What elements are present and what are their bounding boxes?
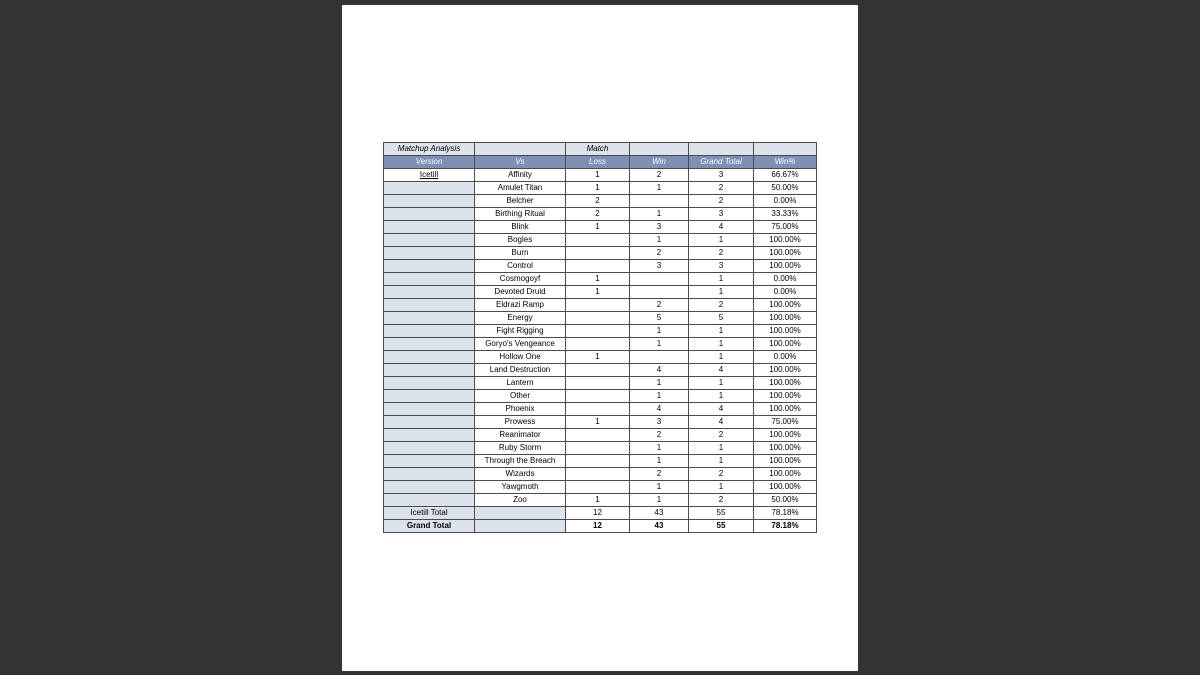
total-cell: 4: [689, 416, 754, 429]
table-row: [384, 312, 817, 325]
empty-cell: [384, 429, 475, 442]
empty-cell: [384, 377, 475, 390]
win-pct-cell: 100.00%: [754, 299, 817, 312]
win-pct-cell: 100.00%: [754, 247, 817, 260]
total-cell: 1: [689, 442, 754, 455]
total-cell: 1: [689, 351, 754, 364]
total-cell: 2: [689, 429, 754, 442]
empty-cell: [475, 507, 566, 520]
header-grand-total: Grand Total: [689, 156, 754, 169]
win-pct-cell: 100.00%: [754, 442, 817, 455]
vs-cell: Bogles: [475, 234, 566, 247]
grand-total-total: 55: [689, 520, 754, 533]
grand-total-win: 43: [630, 520, 689, 533]
loss-cell: [566, 338, 630, 351]
win-pct-cell: 100.00%: [754, 403, 817, 416]
win-pct-cell: 100.00%: [754, 468, 817, 481]
loss-cell: 2: [566, 208, 630, 221]
total-cell: 3: [689, 208, 754, 221]
pivot-title: Matchup Analysis: [384, 143, 475, 156]
vs-cell: Yawgmoth: [475, 481, 566, 494]
vs-cell: Ruby Storm: [475, 442, 566, 455]
loss-cell: [566, 442, 630, 455]
win-pct-cell: 100.00%: [754, 481, 817, 494]
win-cell: 1: [630, 325, 689, 338]
table-row: [384, 286, 817, 299]
matchup-pivot-table: [383, 142, 817, 533]
empty-cell: [384, 481, 475, 494]
win-pct-cell: 75.00%: [754, 221, 817, 234]
vs-cell: Burn: [475, 247, 566, 260]
empty-cell: [384, 403, 475, 416]
empty-cell: [384, 195, 475, 208]
win-pct-cell: 100.00%: [754, 325, 817, 338]
loss-cell: 1: [566, 182, 630, 195]
loss-cell: 1: [566, 273, 630, 286]
win-cell: 1: [630, 390, 689, 403]
total-cell: 1: [689, 234, 754, 247]
win-cell: 1: [630, 182, 689, 195]
total-cell: 2: [689, 299, 754, 312]
win-cell: 1: [630, 234, 689, 247]
win-cell: [630, 351, 689, 364]
total-cell: 5: [689, 312, 754, 325]
total-cell: 1: [689, 325, 754, 338]
empty-cell: [754, 143, 817, 156]
win-pct-cell: 0.00%: [754, 273, 817, 286]
vs-cell: Wizards: [475, 468, 566, 481]
header-win: Win: [630, 156, 689, 169]
vs-cell: Affinity: [475, 169, 566, 182]
win-cell: 4: [630, 364, 689, 377]
table-row: [384, 169, 817, 182]
table-row: [384, 208, 817, 221]
empty-cell: [384, 312, 475, 325]
header-version: Version: [384, 156, 475, 169]
table-row: [384, 442, 817, 455]
total-cell: 1: [689, 390, 754, 403]
table-row: [384, 468, 817, 481]
loss-cell: [566, 260, 630, 273]
win-pct-cell: 50.00%: [754, 182, 817, 195]
version-total-label: Icetill Total: [384, 507, 475, 520]
empty-cell: [384, 338, 475, 351]
loss-cell: [566, 312, 630, 325]
grand-total-loss: 12: [566, 520, 630, 533]
vs-cell: Energy: [475, 312, 566, 325]
total-cell: 4: [689, 364, 754, 377]
loss-cell: 1: [566, 169, 630, 182]
win-cell: 2: [630, 169, 689, 182]
vs-cell: Reanimator: [475, 429, 566, 442]
empty-cell: [384, 455, 475, 468]
pivot-title-row: [384, 143, 817, 156]
empty-cell: [384, 416, 475, 429]
total-cell: 2: [689, 468, 754, 481]
table-row: [384, 195, 817, 208]
grand-total-label: Grand Total: [384, 520, 475, 533]
empty-cell: [384, 273, 475, 286]
loss-cell: [566, 299, 630, 312]
vs-cell: Land Destruction: [475, 364, 566, 377]
empty-cell: [384, 260, 475, 273]
win-cell: [630, 273, 689, 286]
loss-cell: [566, 429, 630, 442]
loss-cell: 2: [566, 195, 630, 208]
table-row: [384, 273, 817, 286]
table-row: [384, 377, 817, 390]
table-row: [384, 260, 817, 273]
version-total-total: 55: [689, 507, 754, 520]
win-cell: 1: [630, 442, 689, 455]
win-cell: 3: [630, 260, 689, 273]
total-cell: 1: [689, 338, 754, 351]
win-cell: 2: [630, 247, 689, 260]
win-cell: 3: [630, 221, 689, 234]
table-row: [384, 403, 817, 416]
loss-cell: 1: [566, 416, 630, 429]
table-row: [384, 364, 817, 377]
win-cell: 4: [630, 403, 689, 416]
empty-cell: [384, 468, 475, 481]
table-row: [384, 416, 817, 429]
empty-cell: [384, 299, 475, 312]
win-cell: 1: [630, 338, 689, 351]
version-cell: Icetill: [384, 169, 475, 182]
empty-cell: [384, 325, 475, 338]
win-pct-cell: 100.00%: [754, 260, 817, 273]
total-cell: 1: [689, 286, 754, 299]
empty-cell: [384, 351, 475, 364]
table-row: [384, 494, 817, 507]
table-row: [384, 455, 817, 468]
vs-cell: Hollow One: [475, 351, 566, 364]
win-pct-cell: 100.00%: [754, 455, 817, 468]
empty-cell: [384, 221, 475, 234]
version-total-pct: 78.18%: [754, 507, 817, 520]
win-cell: 2: [630, 429, 689, 442]
loss-cell: 1: [566, 351, 630, 364]
loss-cell: [566, 468, 630, 481]
loss-cell: [566, 325, 630, 338]
loss-cell: [566, 364, 630, 377]
total-cell: 4: [689, 403, 754, 416]
vs-cell: Through the Breach: [475, 455, 566, 468]
table-row: [384, 221, 817, 234]
empty-cell: [384, 442, 475, 455]
total-cell: 3: [689, 260, 754, 273]
win-cell: 1: [630, 494, 689, 507]
header-row: [384, 156, 817, 169]
win-pct-cell: 0.00%: [754, 351, 817, 364]
table-row: [384, 182, 817, 195]
table-row: [384, 390, 817, 403]
win-pct-cell: 66.67%: [754, 169, 817, 182]
total-cell: 1: [689, 455, 754, 468]
empty-cell: [384, 208, 475, 221]
vs-cell: Cosmogoyf: [475, 273, 566, 286]
version-total-row: [384, 507, 817, 520]
win-pct-cell: 0.00%: [754, 286, 817, 299]
win-pct-cell: 100.00%: [754, 364, 817, 377]
grand-total-row: [384, 520, 817, 533]
total-cell: 2: [689, 494, 754, 507]
header-loss: Loss: [566, 156, 630, 169]
loss-cell: [566, 247, 630, 260]
win-pct-cell: 100.00%: [754, 429, 817, 442]
vs-cell: Goryo's Vengeance: [475, 338, 566, 351]
vs-cell: Devoted Druid: [475, 286, 566, 299]
loss-cell: [566, 455, 630, 468]
version-total-loss: 12: [566, 507, 630, 520]
table-row: [384, 351, 817, 364]
table-row: [384, 325, 817, 338]
win-pct-cell: 100.00%: [754, 234, 817, 247]
empty-cell: [475, 520, 566, 533]
loss-cell: [566, 234, 630, 247]
win-cell: [630, 195, 689, 208]
empty-cell: [384, 364, 475, 377]
win-cell: 2: [630, 299, 689, 312]
vs-cell: Phoenix: [475, 403, 566, 416]
vs-cell: Control: [475, 260, 566, 273]
loss-cell: [566, 390, 630, 403]
loss-cell: 1: [566, 221, 630, 234]
win-pct-cell: 75.00%: [754, 416, 817, 429]
version-total-win: 43: [630, 507, 689, 520]
loss-cell: 1: [566, 286, 630, 299]
win-cell: 1: [630, 377, 689, 390]
table-row: [384, 247, 817, 260]
vs-cell: Other: [475, 390, 566, 403]
win-pct-cell: 100.00%: [754, 390, 817, 403]
vs-cell: Amulet Titan: [475, 182, 566, 195]
total-cell: 2: [689, 247, 754, 260]
win-cell: 1: [630, 208, 689, 221]
table-row: [384, 234, 817, 247]
empty-cell: [689, 143, 754, 156]
empty-cell: [630, 143, 689, 156]
total-cell: 2: [689, 182, 754, 195]
total-cell: 4: [689, 221, 754, 234]
table-row: [384, 338, 817, 351]
win-pct-cell: 0.00%: [754, 195, 817, 208]
header-vs: Vs: [475, 156, 566, 169]
loss-cell: [566, 403, 630, 416]
win-cell: 5: [630, 312, 689, 325]
win-cell: 2: [630, 468, 689, 481]
loss-cell: [566, 377, 630, 390]
table-row: [384, 429, 817, 442]
win-pct-cell: 50.00%: [754, 494, 817, 507]
win-cell: 1: [630, 481, 689, 494]
win-pct-cell: 100.00%: [754, 338, 817, 351]
empty-cell: [384, 494, 475, 507]
grand-total-pct: 78.18%: [754, 520, 817, 533]
win-cell: [630, 286, 689, 299]
loss-cell: [566, 481, 630, 494]
win-pct-cell: 100.00%: [754, 377, 817, 390]
vs-cell: Fight Rigging: [475, 325, 566, 338]
vs-cell: Eldrazi Ramp: [475, 299, 566, 312]
group-header: Match: [566, 143, 630, 156]
empty-cell: [384, 247, 475, 260]
total-cell: 3: [689, 169, 754, 182]
document-page: [342, 5, 858, 671]
win-cell: 3: [630, 416, 689, 429]
empty-cell: [384, 234, 475, 247]
vs-cell: Birthing Ritual: [475, 208, 566, 221]
vs-cell: Belcher: [475, 195, 566, 208]
total-cell: 1: [689, 481, 754, 494]
win-cell: 1: [630, 455, 689, 468]
empty-cell: [475, 143, 566, 156]
vs-cell: Lantern: [475, 377, 566, 390]
table-row: [384, 481, 817, 494]
loss-cell: 1: [566, 494, 630, 507]
total-cell: 1: [689, 273, 754, 286]
total-cell: 2: [689, 195, 754, 208]
empty-cell: [384, 182, 475, 195]
header-win-pct: Win%: [754, 156, 817, 169]
vs-cell: Zoo: [475, 494, 566, 507]
win-pct-cell: 100.00%: [754, 312, 817, 325]
empty-cell: [384, 390, 475, 403]
table-row: [384, 299, 817, 312]
empty-cell: [384, 286, 475, 299]
vs-cell: Prowess: [475, 416, 566, 429]
total-cell: 1: [689, 377, 754, 390]
win-pct-cell: 33.33%: [754, 208, 817, 221]
vs-cell: Blink: [475, 221, 566, 234]
